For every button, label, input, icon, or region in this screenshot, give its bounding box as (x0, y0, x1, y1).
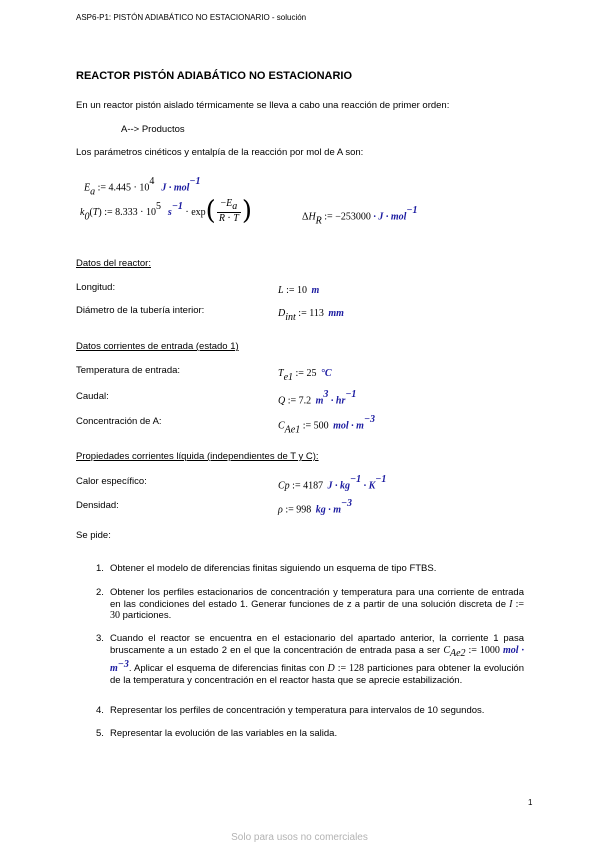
length-equation: L := 10 m (278, 285, 320, 296)
diameter-label: Diámetro de la tubería interior: (76, 305, 205, 316)
activation-energy-equation: $E_a$ := $4.445 \cdot 10^4$ J · mol$^{-1}$ (84, 176, 201, 198)
list-item-number: 5. (96, 728, 104, 739)
k0-exponent: 5 (155, 200, 161, 212)
asks-label: Se pide: (76, 530, 111, 541)
list-item-number: 2. (96, 587, 104, 598)
reactor-data-heading: Datos del reactor: (76, 258, 151, 269)
list-item-text: Obtener los perfiles estacionarios de concentración y temperatura para una corriente de entrada en las condiciones del estado 1. Generar funciones de z a partir de una solución discreta de I := 30 particiones. (110, 587, 524, 621)
list-item-text: Cuando el reactor se encuentra en el estacionario del apartado anterior, la corriente 1 pasa bruscamente a un estado 2 en el que la concentración de entrada pasa a ser $C_{Ae2}$ := 1000 mol · $m^{-3}$. Aplicar el esquema de diferencias finitas con D := 128 particiones para obtener la evolución de la temperatura y concentración en el reactor hasta que se aprecie estabilización. (110, 633, 525, 686)
length-unit: m (311, 285, 320, 296)
length-label: Longitud: (76, 282, 116, 293)
temperature-equation: $T_{e1}$ := 25 °C (278, 368, 332, 384)
diameter-equation: $D_{int}$ := 113 mm (278, 308, 344, 324)
running-header: ASP6-P1: PISTÓN ADIABÁTICO NO ESTACIONARIO - solución (76, 13, 307, 22)
temperature-label: Temperatura de entrada: (76, 365, 181, 376)
temperature-value: 25 (306, 368, 317, 379)
k0-value: 8.333 · 10 (115, 207, 156, 219)
specific-heat-label: Calor específico: (76, 476, 147, 487)
properties-heading: Propiedades corrientes líquida (independientes de T y C): (76, 451, 319, 462)
reaction-equation: A--> Productos (121, 124, 185, 135)
reaction-enthalpy-equation: $\Delta H_R$ := −253000 · J · mol$^{-1}$ (302, 205, 418, 227)
list-item-text: Representar la evolución de las variables en la salida. (110, 728, 338, 739)
density-equation: ρ := 998 kg · $m^{-3}$ (278, 498, 353, 516)
concentration-label: Concentración de A: (76, 416, 162, 427)
list-item-text: Obtener el modelo de diferencias finitas siguiendo un esquema de tipo FTBS. (110, 563, 437, 574)
ea-exponent: 4 (149, 176, 155, 187)
ea-value: 4.445 · 10 (108, 182, 150, 194)
params-intro: Los parámetros cinéticos y entalpía de la reacción por mol de A son: (76, 147, 364, 158)
length-value: 10 (296, 285, 307, 296)
temperature-unit: °C (320, 368, 332, 379)
flow-equation: Q := 7.2 $m^3 \cdot hr^{-1}$ (278, 389, 357, 407)
diameter-unit: mm (328, 308, 344, 319)
footer-watermark: Solo para usos no comerciales (231, 832, 368, 843)
page-number: 1 (528, 798, 533, 807)
flow-value: 7.2 (298, 395, 312, 407)
intro-paragraph: En un reactor pistón aislado térmicamente se lleva a cabo una reacción de primer orden: (76, 100, 450, 111)
diameter-value: 113 (309, 308, 324, 319)
density-value: 998 (296, 504, 312, 516)
density-label: Densidad: (76, 500, 119, 511)
document-title: REACTOR PISTÓN ADIABÁTICO NO ESTACIONARIO (76, 70, 353, 82)
concentration-equation: $C_{Ae1}$ := 500 mol · $m^{-3}$ (278, 414, 375, 436)
list-item-number: 3. (96, 633, 104, 644)
flow-label: Caudal: (76, 391, 109, 402)
inlet-data-heading: Datos corrientes de entrada (estado 1) (76, 341, 239, 352)
specific-heat-value: 4187 (303, 480, 324, 492)
list-item-text: Representar los perfiles de concentración y temperatura para intervalos de 10 segundos. (110, 705, 485, 716)
list-item-number: 1. (96, 563, 104, 574)
list-item-number: 4. (96, 705, 104, 716)
dhr-value: −253000 (335, 211, 371, 223)
specific-heat-equation: Cp := 4187 $J \cdot kg^{-1} \cdot K^{-1}$ (278, 474, 387, 492)
concentration-value: 500 (313, 420, 329, 432)
rate-constant-equation: $k_0(T)$ := $8.333 \cdot 10^5$ $s^{-1} \cdot \exp$( $\frac{-E_a}{R \cdot T}$ ) (80, 196, 252, 226)
